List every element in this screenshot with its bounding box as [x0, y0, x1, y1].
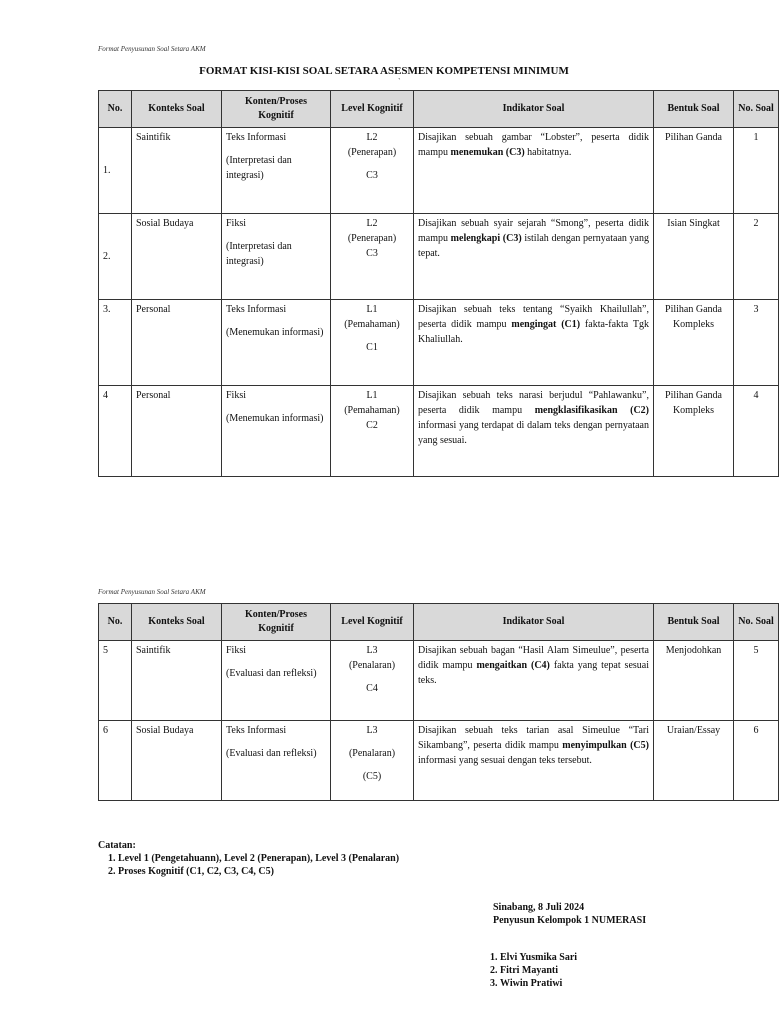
konteks-cell: Saintifik	[132, 128, 222, 214]
col-header-nosoal: No. Soal	[734, 604, 779, 641]
col-header-konten: Konten/Proses Kognitif	[222, 604, 331, 641]
members-list	[480, 951, 577, 990]
indikator-cell	[414, 128, 654, 214]
indikator-text: fakta yang tepat sesuai teks.	[418, 660, 649, 686]
row-number: 4	[99, 386, 132, 477]
nosoal-cell: 1	[734, 128, 779, 214]
members-section	[480, 951, 577, 990]
level-desc: (Penalaran)	[348, 748, 396, 759]
level-desc: (Pemahaman)	[344, 319, 400, 330]
row-number: 5	[99, 641, 132, 721]
konten-label: Fiksi	[226, 645, 247, 656]
konten-label: Teks Informasi	[226, 725, 287, 736]
col-header-konten: Konten/Proses Kognitif	[222, 91, 331, 128]
level-code: L1	[366, 390, 378, 401]
konteks-cell: Saintifik	[132, 641, 222, 721]
konteks-cell: Sosial Budaya	[132, 214, 222, 300]
col-header-bentuk: Bentuk Soal	[654, 91, 734, 128]
indikator-verb: mengklasifikasikan (C2)	[534, 405, 649, 416]
notes-heading: Catatan:	[98, 840, 136, 851]
bentuk-cell: Pilihan Ganda	[654, 128, 734, 214]
level-cell	[331, 386, 414, 477]
row-number: 2.	[99, 214, 132, 300]
row-number: 3.	[99, 300, 132, 386]
table-header-row	[99, 604, 779, 641]
proses-label: (Evaluasi dan refleksi)	[226, 668, 317, 679]
col-header-bentuk: Bentuk Soal	[654, 604, 734, 641]
table-row	[99, 641, 779, 721]
indikator-verb: mengaitkan (C4)	[476, 660, 550, 671]
konten-cell	[222, 721, 331, 801]
konten-cell	[222, 128, 331, 214]
col-header-nosoal: No. Soal	[734, 91, 779, 128]
level-cell	[331, 641, 414, 721]
proses-label: (Menemukan informasi)	[226, 327, 324, 338]
kognitif-code: C3	[366, 170, 378, 181]
konteks-cell: Sosial Budaya	[132, 721, 222, 801]
indikator-cell	[414, 300, 654, 386]
indikator-text: Disajikan sebuah bagan “Hasil Alam Simeulue”, peserta didik mampu	[418, 645, 649, 671]
konten-label: Fiksi	[226, 218, 247, 229]
nosoal-cell: 6	[734, 721, 779, 801]
indikator-text: informasi yang terdapat di dalam teks dengan pernyataan yang sesuai.	[418, 420, 649, 446]
konten-label: Fiksi	[226, 390, 247, 401]
level-code: L2	[366, 132, 378, 143]
indikator-text: fakta-fakta Tgk Khaliullah.	[418, 319, 649, 345]
table-header-row	[99, 91, 779, 128]
level-code: L3	[366, 725, 378, 736]
indikator-verb: menemukan (C3)	[450, 147, 525, 158]
table-row	[99, 386, 779, 477]
indikator-verb: mengingat (C1)	[511, 319, 581, 330]
stray-mark: `	[398, 77, 401, 86]
indikator-cell	[414, 641, 654, 721]
kognitif-code: C2	[366, 420, 378, 431]
proses-label: (Evaluasi dan refleksi)	[226, 748, 317, 759]
konten-cell	[222, 386, 331, 477]
table-row	[99, 300, 779, 386]
indikator-text: Disajikan sebuah teks tentang “Syaikh Khailullah”, peserta didik mampu	[418, 304, 649, 330]
indikator-text: Disajikan sebuah teks narasi berjudul “Pahlawanku”, peserta didik mampu	[418, 390, 649, 416]
col-header-no: No.	[99, 604, 132, 641]
bentuk-cell: Pilihan Ganda Kompleks	[654, 300, 734, 386]
level-cell	[331, 214, 414, 300]
bentuk-cell: Uraian/Essay	[654, 721, 734, 801]
kognitif-code: C3	[366, 248, 378, 259]
row-number: 6	[99, 721, 132, 801]
konteks-cell: Personal	[132, 386, 222, 477]
konten-label: Teks Informasi	[226, 304, 287, 315]
level-cell	[331, 721, 414, 801]
place-date: Sinabang, 8 Juli 2024	[493, 902, 585, 913]
col-header-no: No.	[99, 91, 132, 128]
indikator-text: istilah dengan pernyataan yang tepat.	[418, 233, 649, 259]
level-cell	[331, 128, 414, 214]
level-desc: (Pemahaman)	[344, 405, 400, 416]
indikator-cell	[414, 214, 654, 300]
level-code: L1	[366, 304, 378, 315]
proses-label: (Interpretasi dan integrasi)	[226, 155, 292, 181]
kognitif-code: C1	[366, 342, 378, 353]
kognitif-code: C4	[366, 683, 378, 694]
bentuk-cell: Menjodohkan	[654, 641, 734, 721]
indikator-cell	[414, 721, 654, 801]
indikator-verb: menyimpulkan (C5)	[562, 740, 649, 751]
level-desc: (Penalaran)	[348, 660, 396, 671]
proses-label: (Interpretasi dan integrasi)	[226, 241, 292, 267]
member-name: 3. Wiwin Pratiwi	[500, 977, 577, 990]
bentuk-cell: Pilihan Ganda Kompleks	[654, 386, 734, 477]
row-number: 1.	[99, 128, 132, 214]
level-code: L2	[366, 218, 378, 229]
document-title: FORMAT KISI-KISI SOAL SETARA ASESMEN KOMPETENSI MINIMUM	[199, 65, 569, 77]
kisi-kisi-table-1	[98, 90, 779, 477]
konten-label: Teks Informasi	[226, 132, 287, 143]
col-header-indikator: Indikator Soal	[414, 91, 654, 128]
col-header-konteks: Konteks Soal	[132, 91, 222, 128]
author-group: Penyusun Kelompok 1 NUMERASI	[493, 915, 647, 926]
nosoal-cell: 5	[734, 641, 779, 721]
note-item: 2. Proses Kognitif (C1, C2, C3, C4, C5)	[118, 865, 399, 878]
member-name: 2. Fitri Mayanti	[500, 964, 577, 977]
nosoal-cell: 3	[734, 300, 779, 386]
signature-block	[493, 901, 646, 927]
header-note: Format Penyusunan Soal Setara AKM	[98, 45, 206, 53]
indikator-text: Disajikan sebuah teks tarian asal Simeulue “Tari Sikambang”, peserta didik mampu	[418, 725, 649, 751]
indikator-text: informasi yang sesuai dengan teks tersebut.	[418, 755, 592, 766]
level-desc: (Penerapan)	[347, 233, 397, 244]
col-header-level: Level Kognitif	[331, 604, 414, 641]
col-header-konteks: Konteks Soal	[132, 604, 222, 641]
indikator-cell	[414, 386, 654, 477]
level-cell	[331, 300, 414, 386]
kisi-kisi-table-2	[98, 603, 779, 801]
notes-list	[98, 852, 399, 878]
table-row	[99, 214, 779, 300]
indikator-verb: melengkapi (C3)	[450, 233, 522, 244]
level-code: L3	[366, 645, 378, 656]
konten-cell	[222, 214, 331, 300]
konteks-cell: Personal	[132, 300, 222, 386]
nosoal-cell: 4	[734, 386, 779, 477]
member-name: 1. Elvi Yusmika Sari	[500, 951, 577, 964]
level-desc: (Penerapan)	[347, 147, 397, 158]
nosoal-cell: 2	[734, 214, 779, 300]
proses-label: (Menemukan informasi)	[226, 413, 324, 424]
indikator-text: Disajikan sebuah syair sejarah “Smong”, peserta didik mampu	[418, 218, 649, 244]
konten-cell	[222, 641, 331, 721]
table-row	[99, 721, 779, 801]
table-row	[99, 128, 779, 214]
col-header-level: Level Kognitif	[331, 91, 414, 128]
note-item: 1. Level 1 (Pengetahuann), Level 2 (Penerapan), Level 3 (Penalaran)	[118, 852, 399, 865]
indikator-text: Disajikan sebuah gambar “Lobster”, peserta didik mampu	[418, 132, 649, 158]
bentuk-cell: Isian Singkat	[654, 214, 734, 300]
indikator-text: habitatnya.	[524, 147, 572, 158]
header-note: Format Penyusunan Soal Setara AKM	[98, 588, 206, 596]
col-header-indikator: Indikator Soal	[414, 604, 654, 641]
konten-cell	[222, 300, 331, 386]
kognitif-code: (C5)	[362, 771, 382, 782]
notes-section	[98, 839, 399, 878]
